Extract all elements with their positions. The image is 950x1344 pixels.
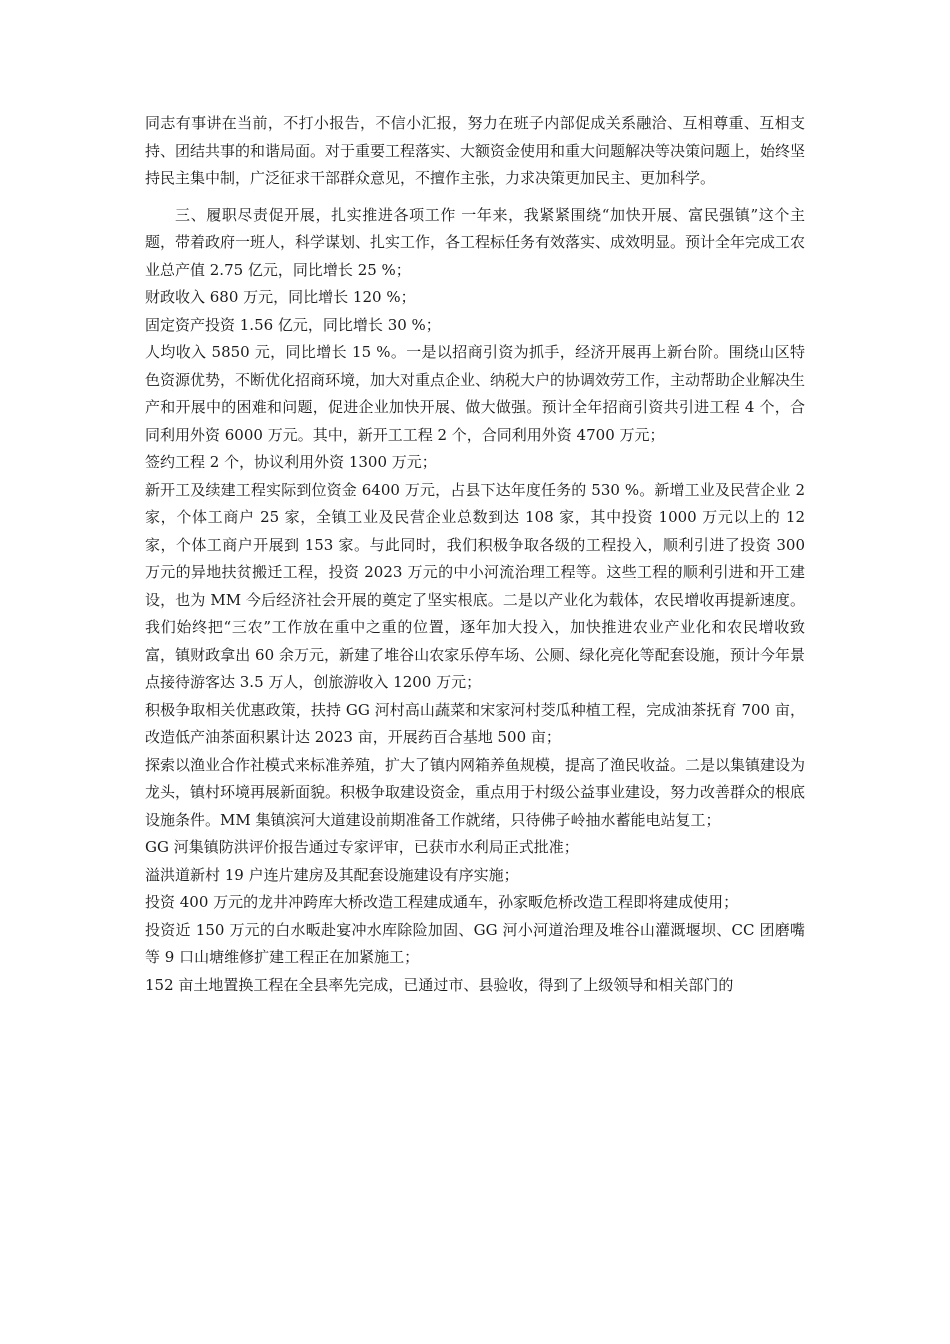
paragraph-new-projects: 新开工及续建工程实际到位资金 6400 万元，占县下达年度任务的 530 %。新增工业及民营企业 2 家，个体工商户 25 家，全镇工业及民营企业总数到达 108 家，其中投资 1000 万元以上的 12 家，个体工商户开展到 153 家。与此同时，我们积极争取各级的工程投入，顺利引进了投资 300 万元的异地扶贫搬迁工程，投资 2023 万元的中小河流治理工程等。这些工程的顺利引进和开工建设，也为 MM 今后经济社会开展的奠定了坚实根底。二是以产业化为载体，农民增收再提新速度。我们始终把“三农”工作放在重中之重的位置，逐年加大投入，加快推进农业产业化和农民增收致富，镇财政拿出 60 余万元，新建了堆谷山农家乐停车场、公厕、绿化亮化等配套设施，预计今年景点接待游客达 3.5 万人，创旅游收入 1200 万元； — [145, 480, 805, 691]
document-page — [145, 110, 805, 999]
paragraph-flood-report: GG 河集镇防洪评价报告通过专家评审，已获市水利局正式批准； — [145, 838, 579, 856]
paragraph-new-village: 溢洪道新村 19 户连片建房及其配套设施建设有序实施； — [145, 865, 519, 884]
paragraph-signed-projects: 签约工程 2 个，协议利用外资 1300 万元； — [145, 453, 437, 471]
paragraph-reservoir: 投资近 150 万元的白水畈赴宴冲水库除险加固、GG 河小河道治理及堆谷山灌溉堰坝、CC 团磨嘴等 9 口山塘维修扩建工程正在加紧施工； — [145, 920, 805, 966]
paragraph-fixed-assets: 固定资产投资 1.56 亿元，同比增长 30 %； — [145, 315, 441, 334]
paragraph-unity: 同志有事讲在当前，不打小报告，不信小汇报，努力在班子内部促成关系融洽、互相尊重、互相支持、团结共事的和谐局面。对于重要工程落实、大额资金使用和重大问题解决等决策问题上，始终坚持民主集中制，广泛征求干部群众意见，不擅作主张，力求决策更加民主、更加科学。 — [145, 114, 806, 187]
paragraph-section-three: 三、履职尽责促开展，扎实推进各项工作 一年来，我紧紧围绕“加快开展、富民强镇”这个主题，带着政府一班人，科学谋划、扎实工作，各工程标任务有效落实、成效明显。预计全年完成工农业总产值 2.75 亿元，同比增长 25 %； — [145, 205, 806, 279]
paragraph-fiscal-revenue: 财政收入 680 万元，同比增长 120 %； — [145, 288, 416, 306]
paragraph-policy-support: 积极争取相关优惠政策，扶持 GG 河村高山蔬菜和宋家河村茭瓜种植工程，完成油茶抚育 700 亩，改造低产油茶面积累计达 2023 亩，开展药百合基地 500 亩； — [145, 700, 805, 746]
paragraph-fishery: 探索以渔业合作社模式来标准养殖，扩大了镇内网箱养鱼规模，提高了渔民收益。二是以集镇建设为龙头，镇村环境再展新面貌。积极争取建设资金，重点用于村级公益事业建设，努力改善群众的根底设施条件。MM 集镇滨河大道建设前期准备工作就绪，只待佛子岭抽水蓄能电站复工； — [145, 755, 806, 829]
paragraph-per-capita-income: 人均收入 5850 元，同比增长 15 %。一是以招商引资为抓手，经济开展再上新台阶。围绕山区特色资源优势，不断优化招商环境，加大对重点企业、纳税大户的协调效劳工作，主动帮助企业解决生产和开展中的困难和问题，促进企业加快开展、做大做强。预计全年招商引资共引进工程 4 个，合同利用外资 6000 万元。其中，新开工工程 2 个，合同利用外资 4700 万元； — [145, 343, 806, 444]
paragraph-bridge: 投资 400 万元的龙井冲跨库大桥改造工程建成通车，孙家畈危桥改造工程即将建成使用； — [145, 893, 739, 911]
paragraph-land-replacement: 152 亩土地置换工程在全县率先完成，已通过市、县验收，得到了上级领导和相关部门的 — [145, 975, 734, 994]
